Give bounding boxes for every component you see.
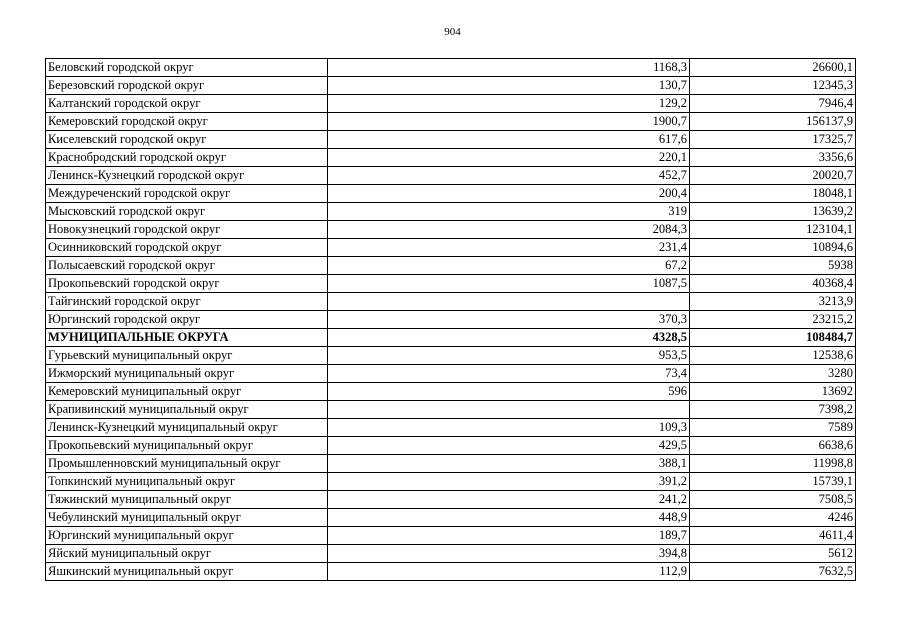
row-name-cell: Калтанский городской округ [46,95,328,113]
row-name-cell: Яйский муниципальный округ [46,545,328,563]
row-value-2-cell: 40368,4 [690,275,856,293]
row-value-1-cell: 1900,7 [328,113,690,131]
row-name-cell: Кемеровский городской округ [46,113,328,131]
row-name-cell: Тайгинский городской округ [46,293,328,311]
table-row [46,131,856,149]
row-value-1-cell: 220,1 [328,149,690,167]
row-name-cell: Яшкинский муниципальный округ [46,563,328,581]
row-name-cell: МУНИЦИПАЛЬНЫЕ ОКРУГА [46,329,328,347]
table-row [46,383,856,401]
table-row [46,113,856,131]
row-value-2-cell: 108484,7 [690,329,856,347]
row-name-cell: Новокузнецкий городской округ [46,221,328,239]
table-row [46,293,856,311]
table-row [46,221,856,239]
row-name-cell: Березовский городской округ [46,77,328,95]
table-row [46,95,856,113]
row-value-1-cell: 73,4 [328,365,690,383]
table-row [46,455,856,473]
row-value-1-cell: 1168,3 [328,59,690,77]
row-name-cell: Полысаевский городской округ [46,257,328,275]
row-name-cell: Киселевский городской округ [46,131,328,149]
row-value-1-cell: 112,9 [328,563,690,581]
row-name-cell: Чебулинский муниципальный округ [46,509,328,527]
row-value-2-cell: 4246 [690,509,856,527]
row-value-2-cell: 10894,6 [690,239,856,257]
row-value-2-cell: 7589 [690,419,856,437]
table-row [46,401,856,419]
table-row [46,275,856,293]
row-value-2-cell: 7632,5 [690,563,856,581]
table-row [46,59,856,77]
row-value-1-cell: 67,2 [328,257,690,275]
row-value-2-cell: 6638,6 [690,437,856,455]
row-value-2-cell: 23215,2 [690,311,856,329]
row-value-2-cell: 15739,1 [690,473,856,491]
row-name-cell: Кемеровский муниципальный округ [46,383,328,401]
row-name-cell: Прокопьевский муниципальный округ [46,437,328,455]
row-name-cell: Краснобродский городской округ [46,149,328,167]
row-name-cell: Междуреченский городской округ [46,185,328,203]
table-row [46,419,856,437]
row-value-1-cell [328,401,690,419]
row-value-2-cell: 123104,1 [690,221,856,239]
data-table [45,58,856,581]
row-value-1-cell: 370,3 [328,311,690,329]
row-value-2-cell: 3280 [690,365,856,383]
row-value-2-cell: 20020,7 [690,167,856,185]
row-name-cell: Прокопьевский городской округ [46,275,328,293]
row-value-1-cell [328,293,690,311]
row-value-2-cell: 5612 [690,545,856,563]
row-value-2-cell: 13692 [690,383,856,401]
row-value-2-cell: 12538,6 [690,347,856,365]
row-value-1-cell: 130,7 [328,77,690,95]
table-row [46,203,856,221]
row-value-2-cell: 12345,3 [690,77,856,95]
row-name-cell: Мысковский городской округ [46,203,328,221]
row-value-1-cell: 319 [328,203,690,221]
row-name-cell: Ижморский муниципальный округ [46,365,328,383]
table-row [46,167,856,185]
row-value-2-cell: 7398,2 [690,401,856,419]
table-row [46,77,856,95]
row-name-cell: Беловский городской округ [46,59,328,77]
table-body [46,59,856,581]
table-row [46,437,856,455]
row-value-1-cell: 189,7 [328,527,690,545]
row-value-1-cell: 241,2 [328,491,690,509]
table-row [46,257,856,275]
row-value-2-cell: 4611,4 [690,527,856,545]
row-value-2-cell: 5938 [690,257,856,275]
row-name-cell: Топкинский муниципальный округ [46,473,328,491]
row-value-1-cell: 953,5 [328,347,690,365]
row-value-2-cell: 18048,1 [690,185,856,203]
row-value-1-cell: 1087,5 [328,275,690,293]
row-value-1-cell: 231,4 [328,239,690,257]
row-name-cell: Ленинск-Кузнецкий муниципальный округ [46,419,328,437]
row-value-2-cell: 13639,2 [690,203,856,221]
row-name-cell: Гурьевский муниципальный округ [46,347,328,365]
table-row [46,329,856,347]
table-row [46,527,856,545]
row-name-cell: Крапивинский муниципальный округ [46,401,328,419]
row-value-1-cell: 617,6 [328,131,690,149]
table-row [46,509,856,527]
row-value-2-cell: 7508,5 [690,491,856,509]
row-value-2-cell: 26600,1 [690,59,856,77]
row-name-cell: Осинниковский городской округ [46,239,328,257]
table-row [46,563,856,581]
row-value-2-cell: 3213,9 [690,293,856,311]
row-value-1-cell: 391,2 [328,473,690,491]
row-value-2-cell: 3356,6 [690,149,856,167]
row-name-cell: Ленинск-Кузнецкий городской округ [46,167,328,185]
row-value-2-cell: 11998,8 [690,455,856,473]
table-row [46,185,856,203]
row-value-1-cell: 596 [328,383,690,401]
table-row [46,473,856,491]
row-value-1-cell: 388,1 [328,455,690,473]
table-row [46,365,856,383]
table-row [46,545,856,563]
row-value-1-cell: 429,5 [328,437,690,455]
row-value-1-cell: 448,9 [328,509,690,527]
table-row [46,347,856,365]
row-value-1-cell: 452,7 [328,167,690,185]
row-value-1-cell: 394,8 [328,545,690,563]
table-row [46,239,856,257]
row-value-2-cell: 156137,9 [690,113,856,131]
row-value-2-cell: 17325,7 [690,131,856,149]
row-name-cell: Промышленновский муниципальный округ [46,455,328,473]
table-row [46,491,856,509]
row-value-2-cell: 7946,4 [690,95,856,113]
row-name-cell: Юргинский муниципальный округ [46,527,328,545]
row-value-1-cell: 200,4 [328,185,690,203]
table-row [46,149,856,167]
row-value-1-cell: 4328,5 [328,329,690,347]
row-name-cell: Тяжинский муниципальный округ [46,491,328,509]
row-value-1-cell: 129,2 [328,95,690,113]
row-value-1-cell: 109,3 [328,419,690,437]
page-number: 904 [444,26,461,38]
row-name-cell: Юргинский городской округ [46,311,328,329]
table-row [46,311,856,329]
row-value-1-cell: 2084,3 [328,221,690,239]
